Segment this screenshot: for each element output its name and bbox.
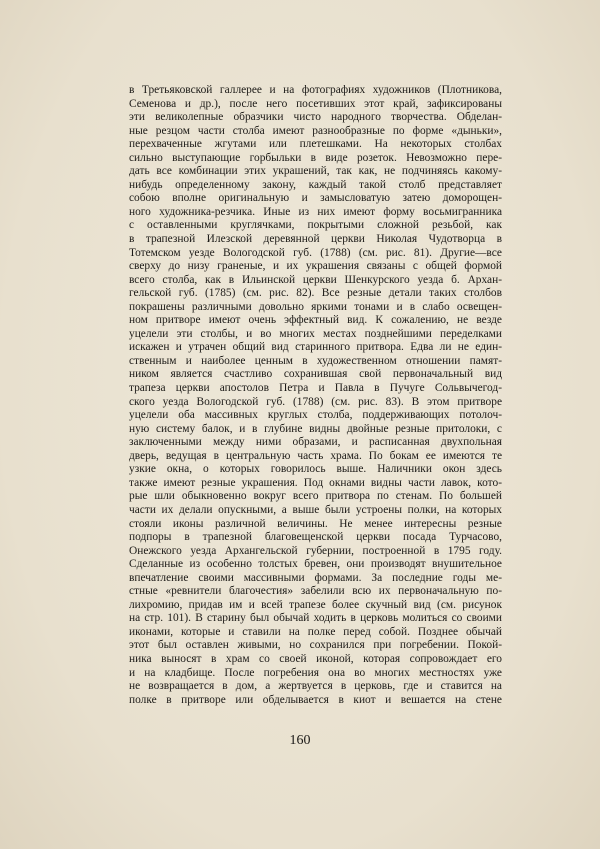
text-line: дверь, ведущая в центральную часть храма. По бокам ее имеются те bbox=[129, 449, 502, 462]
text-line: искажен и утрачен общий вид старинного притвора. Едва ли не един- bbox=[129, 341, 502, 354]
text-line: покрашены различными довольно яркими тонами и в слабо освещен- bbox=[129, 300, 502, 313]
text-line: в Третьяковской галлерее и на фотографиях художников (Плотникова, bbox=[129, 84, 502, 96]
text-line: Онежского уезда Архангельской губернии, построенной в 1795 году. bbox=[129, 544, 502, 557]
text-line: ника выносят в храм со своей иконой, которая сопровождает его bbox=[129, 652, 502, 665]
text-line: ственным и наиболее ценным в художественном отношении памят- bbox=[129, 354, 502, 367]
text-line: лихромию, придав им и всей трапезе более скучный вид (см. рисунок bbox=[129, 598, 502, 611]
body-text bbox=[129, 84, 502, 707]
text-line: эти великолепные образчики чисто народного творчества. Обделан- bbox=[129, 111, 502, 124]
text-line: ные резцом части столба имеют разнообразные по форме «дыньки», bbox=[129, 124, 502, 137]
text-line: ном притворе имеют очень эффектный вид. К сожалению, не везде bbox=[129, 314, 502, 327]
text-line: с оставленными круглячками, покрытыми сложной резьбой, как bbox=[129, 219, 502, 232]
text-line: иконами, которые и ставили на полке перед собой. Позднее обычай bbox=[129, 625, 502, 638]
text-line: и на кладбище. После погребения она во многих местностях уже bbox=[129, 666, 502, 679]
text-line: собою вполне оригинальную и замысловатую затею доморощен- bbox=[129, 192, 502, 205]
text-line: уцелели оба массивных круглых столба, поддерживающих потолоч- bbox=[129, 409, 502, 422]
text-line: части их делали опускными, а выше были устроены полки, на которых bbox=[129, 503, 502, 516]
text-line: стояли иконы различной величины. Не менее интересны резные bbox=[129, 517, 502, 530]
text-line: гельской губ. (1785) (см. рис. 82). Все резные детали таких столбов bbox=[129, 287, 502, 300]
text-line: уцелели эти столбы, и во многих местах позднейшими переделками bbox=[129, 327, 502, 340]
text-line: нибудь определенному закону, каждый такой столб представляет bbox=[129, 178, 502, 191]
text-line: подпоры в трапезной благовещенской церкви посада Турчасово, bbox=[129, 531, 502, 544]
text-line: всего столба, как в Ильинской церкви Шенкурского уезда б. Архан- bbox=[129, 273, 502, 286]
text-line: узкие окна, о которых говорилось выше. Наличники окон здесь bbox=[129, 463, 502, 476]
text-line: на стр. 101). В старину был обычай ходить в церковь молиться со своими bbox=[129, 612, 502, 625]
text-line: Тотемском уезде Вологодской губ. (1788) (см. рис. 81). Другие—все bbox=[129, 246, 502, 259]
text-line: в трапезной Илезской деревянной церкви Николая Чудотворца в bbox=[129, 233, 502, 246]
text-line: не возвращается в дом, а жертвуется в церковь, где и ставится на bbox=[129, 680, 502, 693]
text-line: трапеза церкви апостолов Петра и Павла в Пучуге Сольвычегод- bbox=[129, 382, 502, 395]
text-line: стные «ревнители благочестия» забелили всю их первоначальную по- bbox=[129, 585, 502, 598]
text-line: впечатление своими массивными формами. За последние годы ме- bbox=[129, 571, 502, 584]
text-line: ского уезда Вологодской губ. (1788) (см. рис. 83). В этом притворе bbox=[129, 395, 502, 408]
text-line: этот был оставлен живыми, но сохранился при погребении. Покой- bbox=[129, 639, 502, 652]
text-line: Семенова и др.), после него посетивших этот край, зафиксированы bbox=[129, 97, 502, 110]
page-number: 160 bbox=[289, 733, 311, 748]
text-line: также имеют резные украшения. Под окнами видны части лавок, кото- bbox=[129, 476, 502, 489]
text-line: ного художника-резчика. Иные из них имеют форму восьмигранника bbox=[129, 205, 502, 218]
text-line: ником является счастливо сохранившая свой первоначальный вид bbox=[129, 368, 502, 381]
text-line: полке в притворе или обделывается в киот и вешается на стене bbox=[129, 693, 502, 706]
text-line: сверху до низу граненые, и их украшения связаны с общей формой bbox=[129, 260, 502, 273]
text-line: рые шли обыкновенно вокруг всего притвора по стенам. По большей bbox=[129, 490, 502, 503]
text-line: заключенными между ними образами, и расписанная двухпольная bbox=[129, 436, 502, 449]
text-line: ную систему балок, и в глубине видны двойные резные притолоки, с bbox=[129, 422, 502, 435]
text-line: дать все комбинации этих украшений, так как, не подчиняясь какому- bbox=[129, 165, 502, 178]
text-line: перехваченные жгутами или плетешками. На некоторых столбах bbox=[129, 138, 502, 151]
text-line: Сделанные из особенно толстых бревен, они производят внушительное bbox=[129, 558, 502, 571]
text-line: сильно выступающие горбыльки в виде розеток. Невозможно пере- bbox=[129, 151, 502, 164]
